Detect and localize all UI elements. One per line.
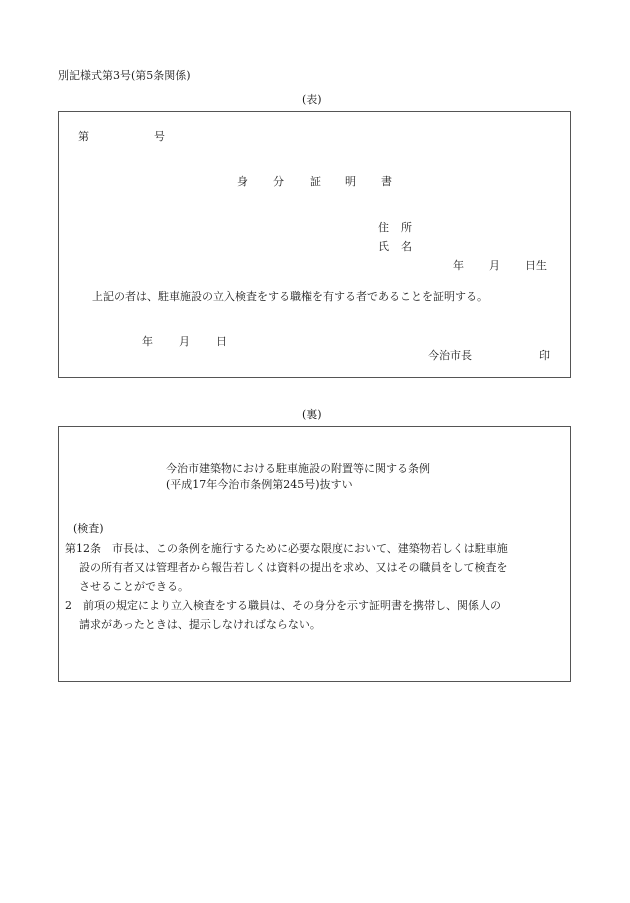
- back-heading: (裏): [302, 408, 322, 421]
- law-title: 今治市建築物における駐車施設の附置等に関する条例: [166, 462, 430, 475]
- front-heading: (表): [302, 93, 322, 106]
- form-label: 別記様式第3号(第5条関係): [58, 69, 191, 82]
- number-prefix: 第: [78, 130, 89, 143]
- section-heading: (検査): [73, 522, 104, 535]
- number-suffix: 号: [154, 130, 165, 143]
- front-card: 第 号 身 分 証 明 書 住 所 氏 名 年 月 日生 上記の者は、駐車施設の立入検査をする職権を有する者であることを証明する。 年 月 日 今治市長 印: [58, 111, 571, 378]
- issuer-name: 今治市長: [428, 349, 472, 362]
- law-subtitle: (平成17年今治市条例第245号)抜すい: [166, 478, 353, 491]
- back-card: 今治市建築物における駐車施設の附置等に関する条例 (平成17年今治市条例第245号)抜すい (検査) 第12条 市長は、この条例を施行するために必要な限度において、建築物若しくは駐車施 設の所有者又は管理者から報告若しくは資料の提出を求め、又はその職員をして検査を させることができる。 2 前項の規定により立入検査をする職員は、その身分を示す証明書を携帯し、関係人の 請求があったときは、提示しなければならない。: [58, 426, 571, 682]
- seal-mark: 印: [539, 349, 550, 362]
- certification-statement: 上記の者は、駐車施設の立入検査をする職権を有する者であることを証明する。: [92, 290, 488, 303]
